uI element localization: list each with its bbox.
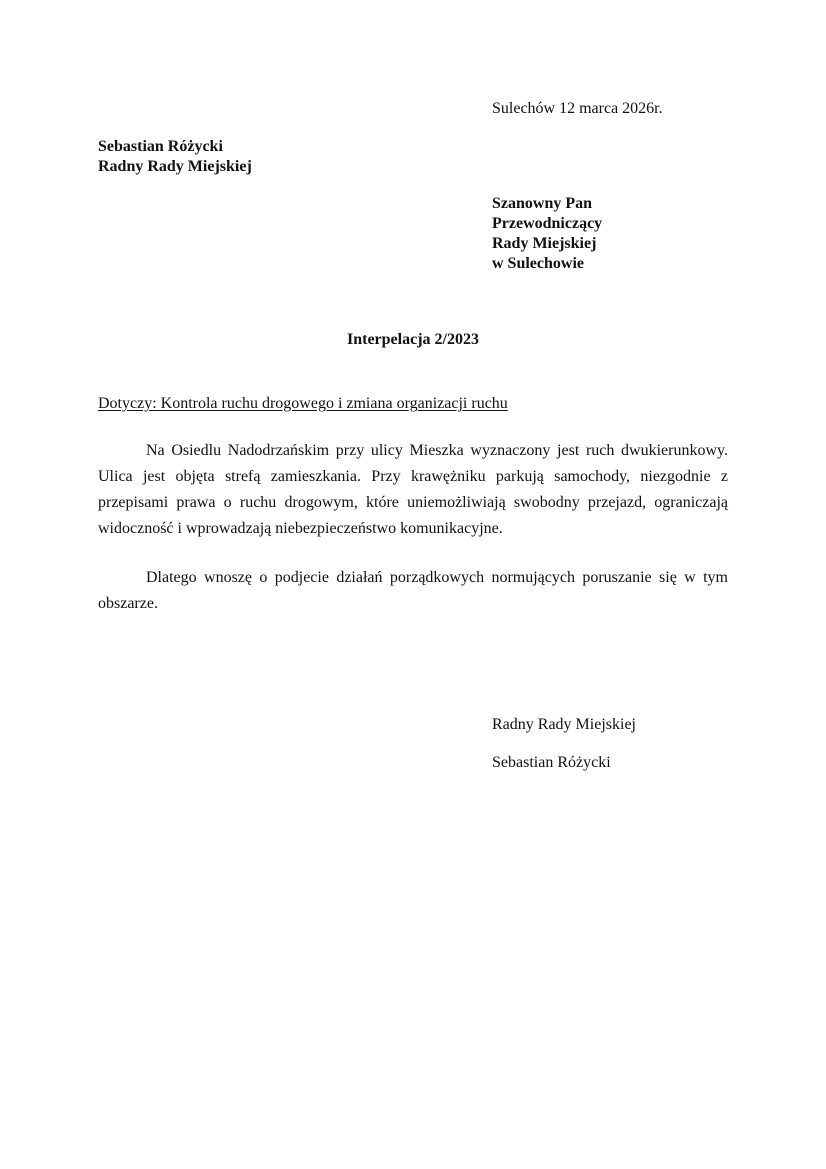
document-title: Interpelacja 2/2023 [347, 331, 479, 348]
letter-date: Sulechów 12 marca 2026r. [492, 100, 663, 117]
subject-line: Dotyczy: Kontrola ruchu drogowego i zmiana organizacji ruchu [98, 395, 508, 412]
signature-name: Sebastian Różycki [492, 754, 611, 771]
signature-role: Radny Rady Miejskiej [492, 716, 636, 733]
body-paragraph-2: Dlatego wnoszę o podjecie działań porządkowych normujących poruszanie się w tym obszarze. [98, 569, 728, 612]
sender-name: Sebastian Różycki [98, 138, 223, 155]
body-paragraph-1: Na Osiedlu Nadodrzańskim przy ulicy Mieszka wyznaczony jest ruch dwukierunkowy. Ulica jest objęta strefą zamieszkania. Przy krawężniku parkują samochody, niezgodnie z przepisami prawa o ruchu drogowym, które uniemożliwiają swobodny przejazd, ograniczają widoczność i wprowadzają niebezpieczeństwo komunikacyjne. [98, 442, 728, 537]
sender-block [98, 137, 252, 177]
recipient-title: Przewodniczący [492, 215, 603, 232]
signature-block [492, 715, 636, 773]
recipient-council: Rady Miejskiej [492, 235, 597, 252]
recipient-location: w Sulechowie [492, 255, 584, 272]
recipient-salutation: Szanowny Pan [492, 195, 593, 212]
recipient-block [492, 194, 602, 274]
sender-role: Radny Rady Miejskiej [98, 158, 252, 175]
